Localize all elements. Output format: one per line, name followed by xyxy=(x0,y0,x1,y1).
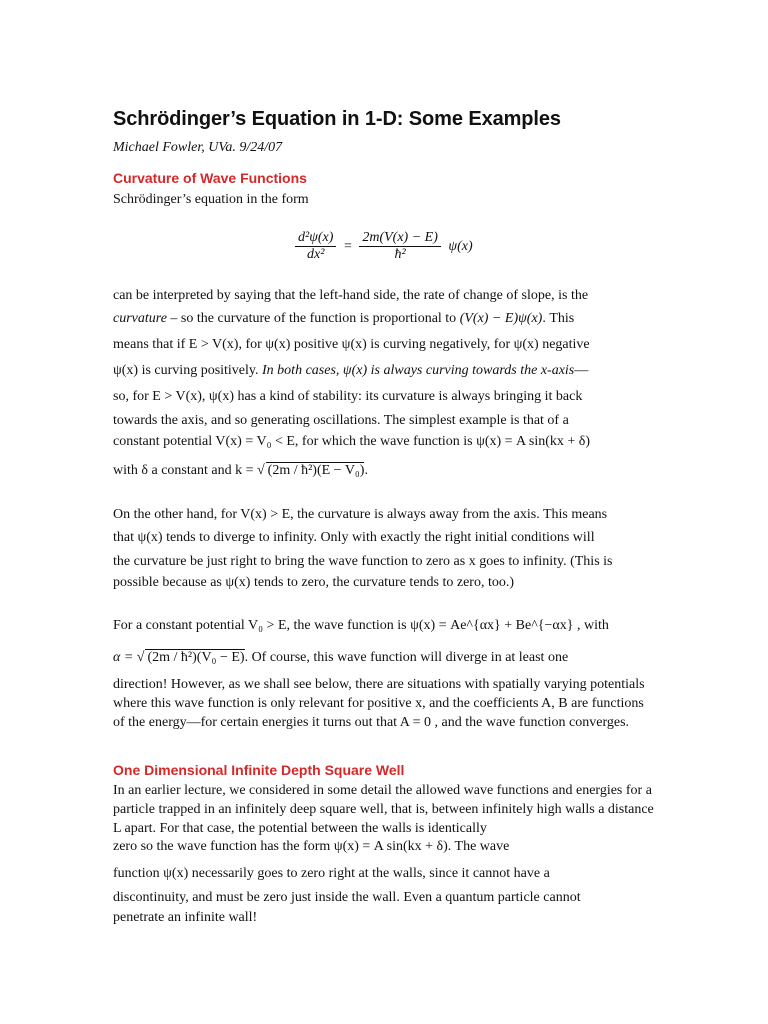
alpha-sqrt-expr: (2m / ħ²)(V₀ − E) xyxy=(147,650,245,665)
para1-line2-text: – so the curvature of the function is proportional to xyxy=(166,311,460,326)
para2-line1: On the other hand, for V(x) > E, the curvature is always away from the axis. This means xyxy=(113,507,608,522)
para1-line5: so, for E > V(x), ψ(x) has a kind of stability: its curvature is always bringing it back xyxy=(113,389,583,404)
para1-line8: with δ a constant and k = √ (2m / ħ²)(E − V₀). xyxy=(113,463,368,478)
para3-rest: direction! However, as we shall see below, there are situations with spatially varying potentials where this wave function is only relevant for positive x, and the coefficients A, B are functions of the energy—for certain energies it turns out that A = 0 , and the wave function converges. xyxy=(113,677,645,730)
intro-text: Schrödinger’s equation in the form xyxy=(113,192,309,207)
proportional-expr: (V(x) − E)ψ(x) xyxy=(459,311,543,326)
alpha-label: α = xyxy=(113,650,137,665)
para2-line2: that ψ(x) tends to diverge to infinity. Only with exactly the right initial conditions will xyxy=(113,530,595,545)
k-definition-end: . xyxy=(364,463,368,478)
eq-tail: ψ(x) xyxy=(448,238,473,254)
para1-line7: constant potential V(x) = V₀ < E, for which the wave function is ψ(x) = A sin(kx + δ) xyxy=(113,434,591,449)
para4-line6: discontinuity, and must be zero just inside the wall. Even a quantum particle cannot xyxy=(113,890,581,905)
curvature-term: curvature xyxy=(113,311,167,326)
document-title: Schrödinger’s Equation in 1-D: Some Examples xyxy=(113,108,561,130)
author-line: Michael Fowler, UVa. 9/24/07 xyxy=(113,140,283,155)
para1-line1: can be interpreted by saying that the left-hand side, the rate of change of slope, is the xyxy=(113,288,589,303)
para1-line6: towards the axis, and so generating oscillations. The simplest example is that of a xyxy=(113,413,569,428)
eq-rhs-numerator: 2m(V(x) − E) xyxy=(359,230,441,247)
para2-line4: possible because as ψ(x) tends to zero, the curvature tends to zero, too.) xyxy=(113,575,515,590)
para1-line4-start: ψ(x) is curving positively. xyxy=(113,363,263,378)
para4-lines1-3: In an earlier lecture, we considered in some detail the allowed wave functions and energies for a particle trapped in an infinitely deep square well, that is, between infinitely high walls a distance L apart. For that case, the potential between the walls is identically xyxy=(113,783,654,836)
para3-line2: α = √ (2m / ħ²)(V₀ − E). Of course, this wave function will diverge in at least one xyxy=(113,650,569,665)
schrodinger-equation: $\frac{\text{d²ψ(x)}}{\text{dx²}}$ = $\frac{2m(V(x) - E)}{\text{ħ²}}$ ψ(x) xyxy=(295,230,477,263)
k-definition-label: with δ a constant and k = xyxy=(113,463,257,478)
para1-line4 xyxy=(113,363,658,379)
eq-lhs-numerator: d²ψ(x) xyxy=(295,230,336,247)
para1-line2 xyxy=(113,311,658,327)
para3-line2-end: . Of course, this wave function will diverge in at least one xyxy=(244,650,569,665)
emphasis-both-cases: In both cases, ψ(x) is always curving towards the x-axis xyxy=(262,363,575,378)
para1-line3: means that if E > V(x), for ψ(x) positive ψ(x) is curving negatively, for ψ(x) negative xyxy=(113,337,590,352)
para1-line4-dash: — xyxy=(574,363,589,378)
para2-line3: the curvature be just right to bring the wave function to zero as x goes to infinity. (This is xyxy=(113,554,613,569)
para3-line1: For a constant potential V₀ > E, the wave function is ψ(x) = Ae^{αx} + Be^{−αx} , with xyxy=(113,618,609,633)
para1-line2-end: . This xyxy=(542,311,575,326)
section-heading-curvature: Curvature of Wave Functions xyxy=(113,170,307,186)
k-sqrt-expr: (2m / ħ²)(E − V₀) xyxy=(267,463,365,478)
para4-line4: zero so the wave function has the form ψ(x) = A sin(kx + δ). The wave xyxy=(113,839,510,854)
para4-line5: function ψ(x) necessarily goes to zero right at the walls, since it cannot have a xyxy=(113,866,550,881)
section-heading-square-well: One Dimensional Infinite Depth Square Well xyxy=(113,762,405,778)
eq-lhs-denominator: dx² xyxy=(307,247,325,262)
eq-rhs-denominator: ħ² xyxy=(394,247,406,262)
para4-line7: penetrate an infinite wall! xyxy=(113,910,258,925)
